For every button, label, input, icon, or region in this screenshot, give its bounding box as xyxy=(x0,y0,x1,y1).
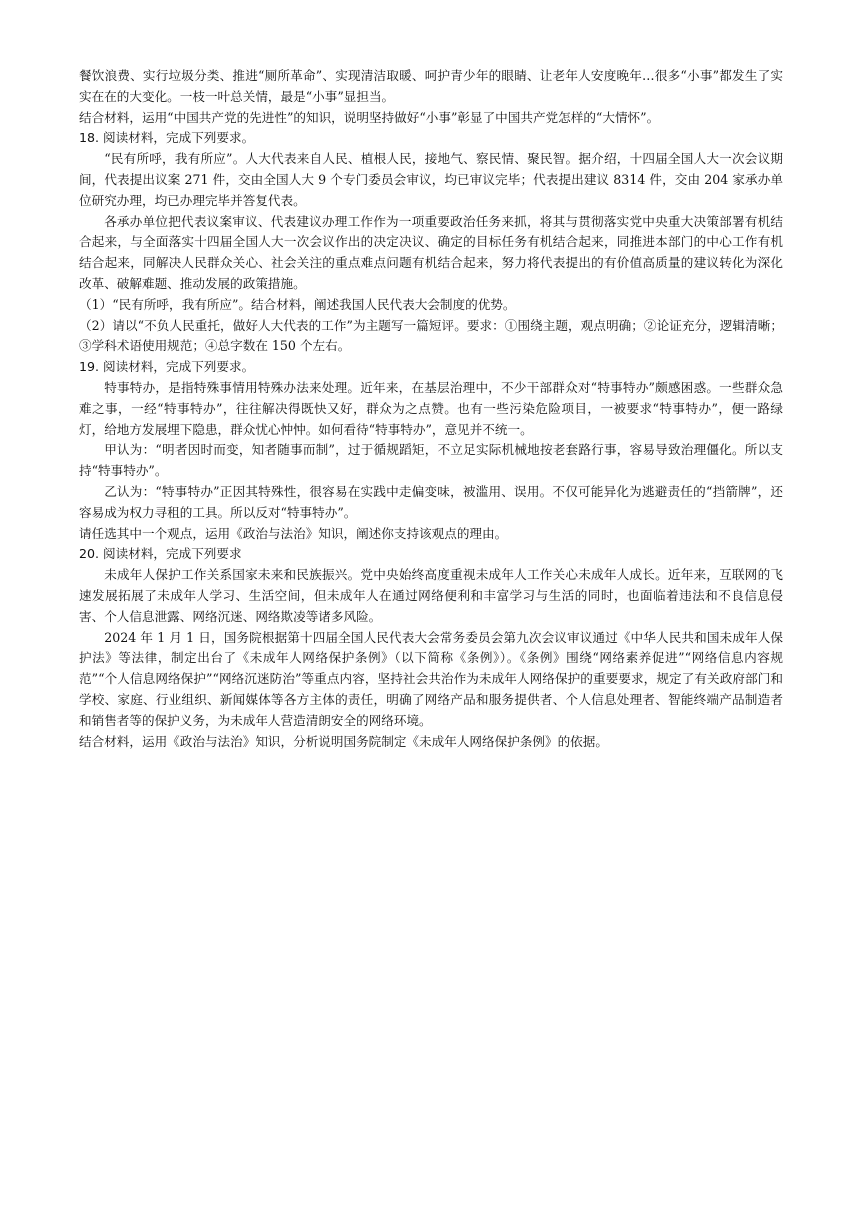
question-17-tail xyxy=(79,66,783,128)
exam-page xyxy=(79,66,783,752)
q18-material-paragraph-1: “民有所呼，我有所应”。人大代表来自人民、植根人民，接地气、察民情、聚民智。据介绍，十四届全国人大一次会议期间，代表提出议案 271 件，交由全国人大 9 个专门委员会审议，均已审议完毕；代表提出建议 8314 件，交由 204 家承办单位研究办理，均已办理完毕并答复代表。 xyxy=(79,151,783,208)
q20-heading: 20. 阅读材料，完成下列要求 xyxy=(79,546,242,562)
q19-heading: 19. 阅读材料，完成下列要求。 xyxy=(79,359,255,375)
q19-prompt: 请任选其中一个观点，运用《政治与法治》知识，阐述你支持该观点的理由。 xyxy=(79,525,508,541)
q18-heading: 18. 阅读材料，完成下列要求。 xyxy=(79,130,255,146)
q18-material-paragraph-2: 各承办单位把代表议案审议、代表建议办理工作作为一项重要政治任务来抓，将其与贯彻落实党中央重大决策部署有机结合起来，与全面落实十四届全国人大一次会议作出的决定决议、确定的目标任务有机结合起来，同推进本部门的中心工作有机结合起来，同解决人民群众关心、社会关注的重点难点问题有机结合起来，努力将代表提出的有价值高质量的建议转化为深化改革、破解难题、推动发展的政策措施。 xyxy=(79,213,783,291)
q17-prompt: 结合材料，运用“中国共产党的先进性”的知识，说明坚持做好“小事”彰显了中国共产党怎样的“大情怀”。 xyxy=(79,109,660,125)
q20-material-paragraph-1: 未成年人保护工作关系国家未来和民族振兴。党中央始终高度重视未成年人工作关心未成年人成长。近年来，互联网的飞速发展拓展了未成年人学习、生活空间，但未成年人在通过网络便利和丰富学习与生活的同时，也面临着违法和不良信息侵害、个人信息泄露、网络沉迷、网络欺凌等诸多风险。 xyxy=(79,567,783,624)
q20-material-paragraph-2: 2024 年 1 月 1 日，国务院根据第十四届全国人民代表大会常务委员会第九次会议审议通过《中华人民共和国未成年人保护法》等法律，制定出台了《未成年人网络保护条例》（以下简称《条例》）。《条例》围绕“网络素养促进”“网络信息内容规范”“个人信息网络保护”“网络沉迷防治”等重点内容，坚持社会共治作为未成年人网络保护的重要要求，规定了有关政府部门和学校、家庭、行业组织、新闻媒体等各方主体的责任，明确了网络产品和服务提供者、个人信息处理者、智能终端产品制造者和销售者等的保护义务，为未成年人营造清朗安全的网络环境。 xyxy=(79,629,783,728)
question-18 xyxy=(79,128,783,357)
question-19 xyxy=(79,357,783,544)
q20-prompt: 结合材料，运用《政治与法治》知识，分析说明国务院制定《未成年人网络保护条例》的依据。 xyxy=(79,733,608,749)
q19-opinion-yi: 乙认为：“特事特办”正因其特殊性，很容易在实践中走偏变味，被滥用、误用。不仅可能异化为逃避责任的“挡箭牌”，还容易成为权力寻租的工具。所以反对“特事特办”。 xyxy=(79,483,783,520)
q19-opinion-jia: 甲认为：“明者因时而变，知者随事而制”，过于循规蹈矩，不立足实际机械地按老套路行事，容易导致治理僵化。所以支持“特事特办”。 xyxy=(79,442,783,479)
q18-subquestion-2: （2）请以“不负人民重托，做好人大代表的工作”为主题写一篇短评。要求：①围绕主题，观点明确；②论证充分，逻辑清晰；③学科术语使用规范；④总字数在 150 个左右。 xyxy=(79,317,783,354)
q19-material-paragraph-1: 特事特办，是指特殊事情用特殊办法来处理。近年来，在基层治理中，不少干部群众对“特事特办”颇感困惑。一些群众急难之事，一经“特事特办”，往往解决得既快又好，群众为之点赞。也有一些污染危险项目，一被要求“特事特办”，便一路绿灯，给地方发展埋下隐患，群众忧心忡忡。如何看待“特事特办”，意见并不统一。 xyxy=(79,379,783,437)
q18-subquestion-1: （1）“民有所呼，我有所应”。结合材料，阐述我国人民代表大会制度的优势。 xyxy=(79,296,516,312)
question-20 xyxy=(79,544,783,752)
q17-material-tail: 餐饮浪费、实行垃圾分类、推进“厕所革命”、实现清洁取暖、呵护青少年的眼睛、让老年人安度晚年…很多“小事”都发生了实实在在的大变化。一枝一叶总关情，最是“小事”显担当。 xyxy=(79,68,783,104)
